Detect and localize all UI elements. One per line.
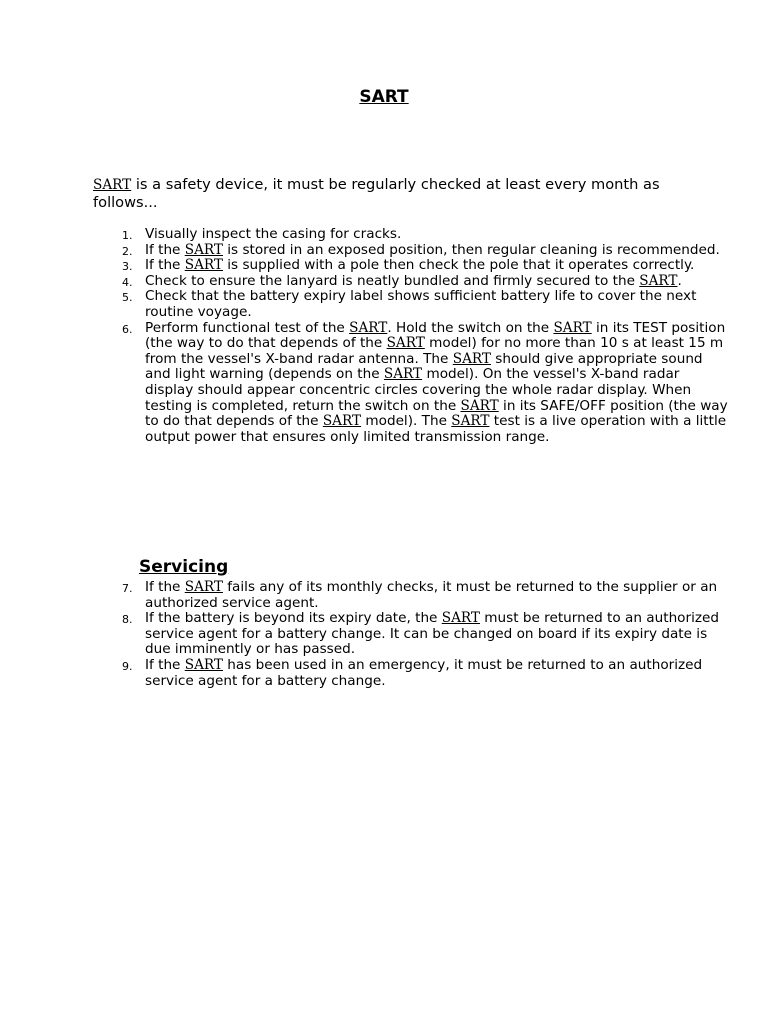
item-text: is stored in an exposed position, then regular cleaning is recommended. [222, 241, 720, 258]
list-item [122, 241, 731, 259]
item-text: Visually inspect the casing for cracks. [145, 226, 402, 242]
intro-paragraph [93, 176, 683, 211]
servicing-heading: Servicing [139, 557, 229, 577]
item-text: has been used in an emergency, it must be returned to an authorized service agent for a battery change. [145, 656, 703, 689]
list-item [122, 610, 731, 658]
sart-term: SART [184, 257, 223, 274]
item-text: If the [145, 257, 185, 274]
item-text: . [677, 272, 682, 289]
item-text: model) for no more than 10 s at least 15 m from the vessel's X-band radar antenna. The [145, 335, 724, 367]
sart-term: SART [383, 366, 423, 383]
item-text: Check that the battery expiry label shows sufficient battery life to cover the next routine voyage. [145, 288, 697, 320]
item-text: Check to ensure the lanyard is neatly bundled and firmly secured to the [145, 272, 640, 289]
item-text: fails any of its monthly checks, it must be returned to the supplier or an authorized service agent. [145, 579, 718, 611]
item-number: 4. [122, 275, 133, 289]
item-text: in its TEST position (the way to do that depends of the [145, 319, 726, 352]
sart-term: SART [452, 350, 491, 367]
item-text: . Hold the switch on the [387, 319, 554, 336]
sart-term: SART [349, 319, 388, 336]
sart-term: SART [441, 610, 480, 627]
sart-term: SART [322, 413, 362, 430]
sart-term: SART [451, 413, 490, 430]
item-number: 7. [122, 582, 133, 595]
item-text: If the battery is beyond its expiry date, the [145, 610, 442, 627]
intro-text: is a safety device, it must be regularly checked at least every month as follows... [93, 176, 660, 211]
servicing-list [93, 580, 731, 689]
list-item [122, 226, 731, 243]
item-number: 5. [122, 291, 133, 305]
item-text: must be returned to an authorized service agent for a battery change. It can be changed on board if its expiry date is due imminently or has passed. [145, 610, 719, 658]
item-text: should give appropriate sound and light warning (depends on the [145, 350, 703, 383]
list-item [122, 288, 731, 320]
sart-term: SART [93, 177, 132, 193]
item-text: If the [145, 241, 185, 258]
list-item [122, 272, 731, 290]
item-text: model). The [361, 413, 452, 430]
list-item [122, 319, 731, 446]
item-text: If the [145, 656, 185, 673]
item-text: Perform functional test of the [145, 319, 350, 336]
item-number: 2. [122, 244, 133, 258]
sart-term: SART [184, 579, 223, 595]
item-number: 6. [122, 322, 133, 336]
sart-term: SART [184, 241, 223, 258]
sart-term: SART [553, 319, 592, 336]
item-text: test is a live operation with a little output power that ensures only limited transmission range. [145, 413, 727, 445]
item-text: is supplied with a pole then check the pole that it operates correctly. [222, 257, 695, 274]
item-text: model). On the vessel's X-band radar display should appear concentric circles covering the whole radar display. When testing is completed, return the switch on the [145, 366, 692, 414]
item-text: If the [145, 579, 185, 595]
sart-term: SART [386, 335, 425, 352]
sart-term: SART [460, 397, 499, 414]
list-item [122, 257, 731, 274]
item-number: 1. [122, 229, 133, 242]
list-item [122, 656, 731, 689]
page-title: SART [359, 87, 409, 107]
item-number: 3. [122, 260, 133, 274]
monthly-checks-list [93, 227, 731, 445]
item-number: 8. [122, 613, 133, 627]
list-item [122, 579, 731, 611]
item-number: 9. [122, 659, 133, 673]
sart-term: SART [184, 656, 223, 673]
sart-term: SART [639, 272, 678, 289]
item-text: in its SAFE/OFF position (the way to do that depends of the [145, 397, 728, 430]
